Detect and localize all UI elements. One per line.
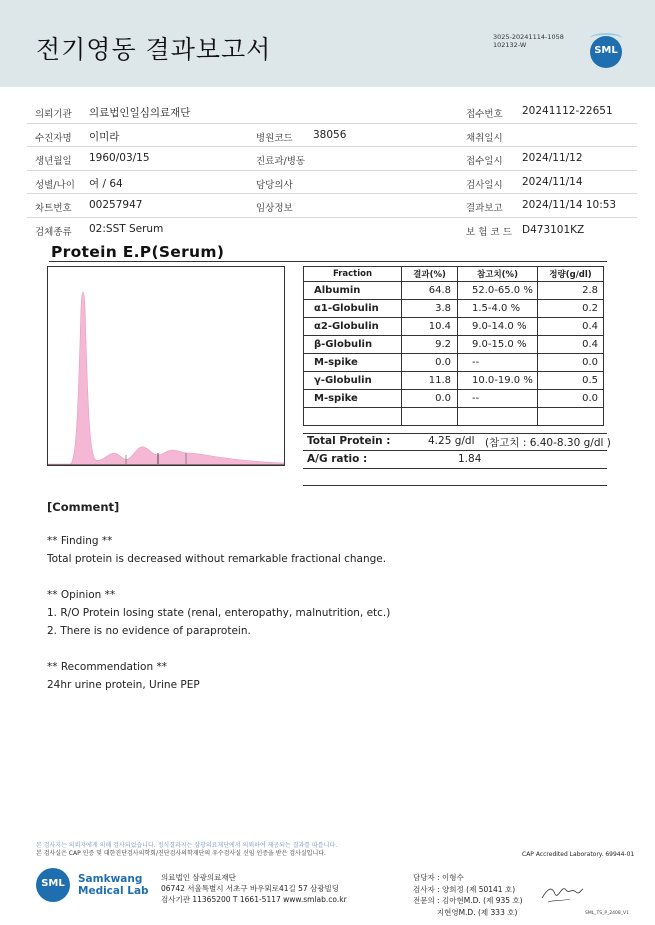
report-date-value: 2024/11/14 10:53 [522, 199, 617, 211]
patient-name-value: 이미라 [89, 130, 120, 143]
table-row: β-Globulin 9.2 9.0-15.0 % 0.4 [304, 336, 604, 354]
header-fraction: Fraction [304, 267, 402, 282]
header-result: 결과(%) [402, 267, 458, 282]
table-row-empty [304, 408, 604, 426]
table-row: α1-Globulin 3.8 1.5-4.0 % 0.2 [304, 300, 604, 318]
total-protein-value: 4.25 g/dl [428, 435, 475, 447]
form-version: SML_TS_P_2408_V1 [585, 911, 629, 916]
info-row: 생년월일 1960/03/15 진료과/병동 접수일시 2024/11/12 [27, 147, 637, 171]
finding-title: ** Finding ** [47, 535, 113, 547]
footer-staff: 담당자 : 이형수 검사자 : 양희정 (제 50141 호) 전문의 : 김아현M.D. (제 935 호) 지현영M.D. (제 333 호) [413, 873, 523, 917]
report-title: 전기영동 결과보고서 [36, 35, 272, 64]
divider [49, 261, 607, 262]
table-row: α2-Globulin 10.4 9.0-14.0 % 0.4 [304, 318, 604, 336]
insurance-code-value: D473101KZ [522, 223, 585, 236]
ag-ratio-value: 1.84 [458, 453, 482, 465]
sml-logo: SML [590, 36, 622, 68]
recommendation-text: 24hr urine protein, Urine PEP [47, 679, 200, 691]
cap-accreditation: CAP Accredited Laboratory. 69944-01 [522, 851, 635, 858]
specimen-value: 02:SST Serum [89, 222, 164, 235]
info-row: 성별/나이 여 / 64 담당의사 검사일시 2024/11/14 [27, 171, 637, 195]
footer-address: 의료법인 삼광의료재단 06742 서울특별시 서초구 바우뫼로41길 57 삼광빌딩 검사기관 11365200 T 1661-5117 www.smlab.co.kr [161, 873, 347, 904]
divider [303, 485, 607, 486]
signature-icon [540, 880, 585, 906]
ag-ratio-label: A/G ratio : [307, 453, 368, 465]
divider [303, 433, 607, 434]
section-title: Protein E.P(Serum) [51, 243, 225, 261]
table-header-row [304, 267, 604, 282]
header-reference: 참고치(%) [458, 267, 538, 282]
electrophoresis-curve [48, 267, 284, 465]
info-row: 의뢰기관 의료법인일심의료재단 접수번호 20241112-22651 [27, 100, 637, 124]
opinion-title: ** Opinion ** [47, 589, 116, 601]
footer-notice: 본 검사지는 의뢰자에게 의해 검사되었습니다. 정식결과지는 삼광의료재단에서 의뢰하여 제공되는 결과를 따릅니다. 본 검사실은 CAP 인증 및 대한진단검사의학회/진단검사의학재단의 우수검사실 신임 인증을 받은 검사실입니다. [36, 842, 338, 857]
opinion-line-1: 1. R/O Protein losing state (renal, enteropathy, malnutrition, etc.) [47, 607, 391, 619]
header-quantity: 정량(g/dl) [538, 267, 604, 282]
comment-header: [Comment] [47, 500, 120, 514]
info-row: 수진자명 이미라 병원코드 38056 채취일시 [27, 124, 637, 148]
patient-info-table [27, 100, 637, 241]
birth-date-value: 1960/03/15 [89, 152, 150, 164]
divider [303, 468, 607, 469]
table-row: γ-Globulin 11.8 10.0-19.0 % 0.5 [304, 372, 604, 390]
institution-value: 의료법인일심의료재단 [89, 107, 191, 119]
protein-curve [48, 292, 284, 465]
recommendation-title: ** Recommendation ** [47, 661, 167, 673]
info-row: 차트번호 00257947 임상정보 결과보고 2024/11/14 10:53 [27, 194, 637, 218]
opinion-line-2: 2. There is no evidence of paraprotein. [47, 625, 251, 637]
receipt-date-value: 2024/11/12 [522, 152, 583, 164]
divider [303, 450, 607, 451]
receipt-no-value: 20241112-22651 [522, 105, 613, 117]
finding-text: Total protein is decreased without remarkable fractional change. [47, 553, 387, 565]
table-row: M-spike 0.0 -- 0.0 [304, 354, 604, 372]
sex-age-value: 여 / 64 [89, 177, 123, 190]
fraction-table [303, 266, 604, 426]
footer-brand: Samkwang Medical Lab [78, 873, 149, 897]
electrophoresis-graph [47, 266, 285, 466]
test-date-value: 2024/11/14 [522, 175, 583, 188]
footer-sml-logo: SML [36, 868, 70, 902]
hospital-code-value: 38056 [313, 128, 347, 141]
report-header [0, 0, 655, 87]
total-protein-reference: (참고치 : 6.40-8.30 g/dl ) [485, 437, 611, 449]
document-code: 3025-20241114-1058 102132-W [493, 33, 564, 49]
total-protein-label: Total Protein : [307, 435, 391, 447]
table-row: Albumin 64.8 52.0-65.0 % 2.8 [304, 282, 604, 300]
info-row: 검체종류 02:SST Serum 보 험 코 드 D473101KZ [35, 222, 585, 238]
chart-no-value: 00257947 [89, 199, 143, 211]
table-row: M-spike 0.0 -- 0.0 [304, 390, 604, 408]
